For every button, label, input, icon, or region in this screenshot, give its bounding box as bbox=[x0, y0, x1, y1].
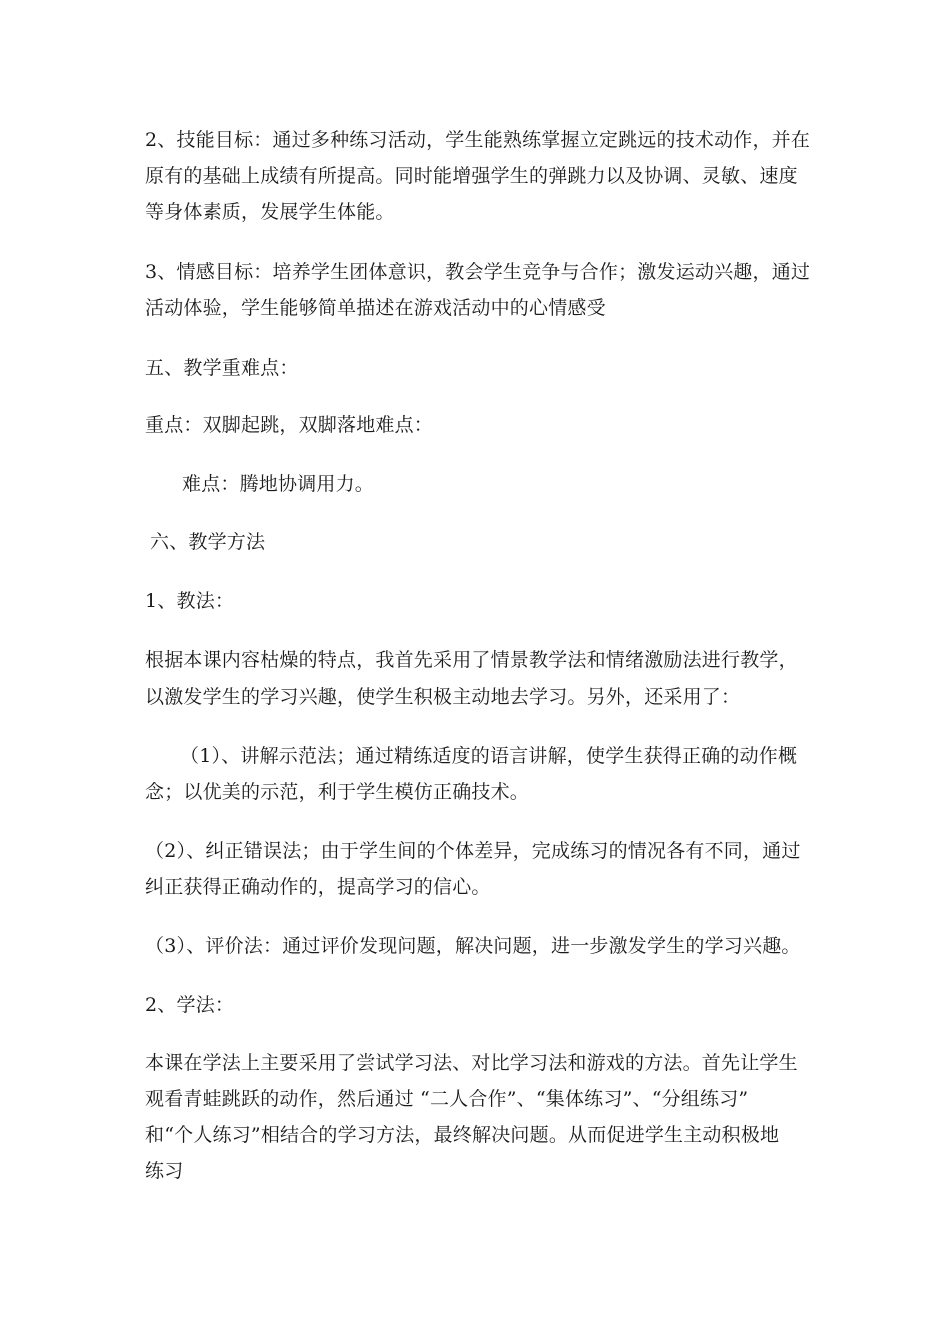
method-1-line-2: 念；以优美的示范，利于学生模仿正确技术。 bbox=[145, 781, 530, 803]
learning-method-heading: 2、学法： bbox=[145, 994, 235, 1016]
skill-objective-line-1: 2、技能目标：通过多种练习活动，学生能熟练掌握立定跳远的技术动作，并在 bbox=[145, 129, 811, 151]
learning-method-line-1: 本课在学法上主要采用了尝试学习法、对比学习法和游戏的方法。首先让学生 bbox=[145, 1052, 798, 1074]
method-1-line-1: （1）、讲解示范法；通过精练适度的语言讲解，使学生获得正确的动作概 bbox=[180, 745, 798, 767]
difficulty-line: 难点：腾地协调用力。 bbox=[182, 473, 375, 495]
section-heading-teaching-methods: 六、教学方法 bbox=[150, 531, 266, 553]
emotion-objective-line-2: 活动体验，学生能够简单描述在游戏活动中的心情感受 bbox=[145, 297, 606, 319]
key-point-line: 重点：双脚起跳，双脚落地难点： bbox=[145, 414, 434, 436]
method-3-line: （3）、评价法：通过评价发现问题，解决问题，进一步激发学生的学习兴趣。 bbox=[145, 935, 801, 957]
skill-objective-line-3: 等身体素质，发展学生体能。 bbox=[145, 201, 395, 223]
teaching-method-line-1: 根据本课内容枯燥的特点，我首先采用了情景教学法和情绪激励法进行教学， bbox=[145, 649, 798, 671]
teaching-method-heading: 1、教法： bbox=[145, 590, 235, 612]
learning-method-line-2: 观看青蛙跳跃的动作，然后通过 “二人合作”、“集体练习”、“分组练习” bbox=[145, 1088, 749, 1110]
emotion-objective-line-1: 3、情感目标：培养学生团体意识，教会学生竞争与合作；激发运动兴趣，通过 bbox=[145, 261, 811, 283]
section-heading-key-points: 五、教学重难点： bbox=[145, 357, 299, 379]
teaching-method-line-2: 以激发学生的学习兴趣，使学生积极主动地去学习。另外，还采用了： bbox=[145, 686, 741, 708]
method-2-line-1: （2）、纠正错误法；由于学生间的个体差异，完成练习的情况各有不同，通过 bbox=[145, 840, 801, 862]
learning-method-line-3: 和“个人练习”相结合的学习方法，最终解决问题。从而促进学生主动积极地 bbox=[145, 1124, 780, 1146]
skill-objective-line-2: 原有的基础上成绩有所提高。同时能增强学生的弹跳力以及协调、灵敏、速度 bbox=[145, 165, 798, 187]
learning-method-line-4: 练习 bbox=[145, 1160, 184, 1182]
method-2-line-2: 纠正获得正确动作的，提高学习的信心。 bbox=[145, 876, 491, 898]
